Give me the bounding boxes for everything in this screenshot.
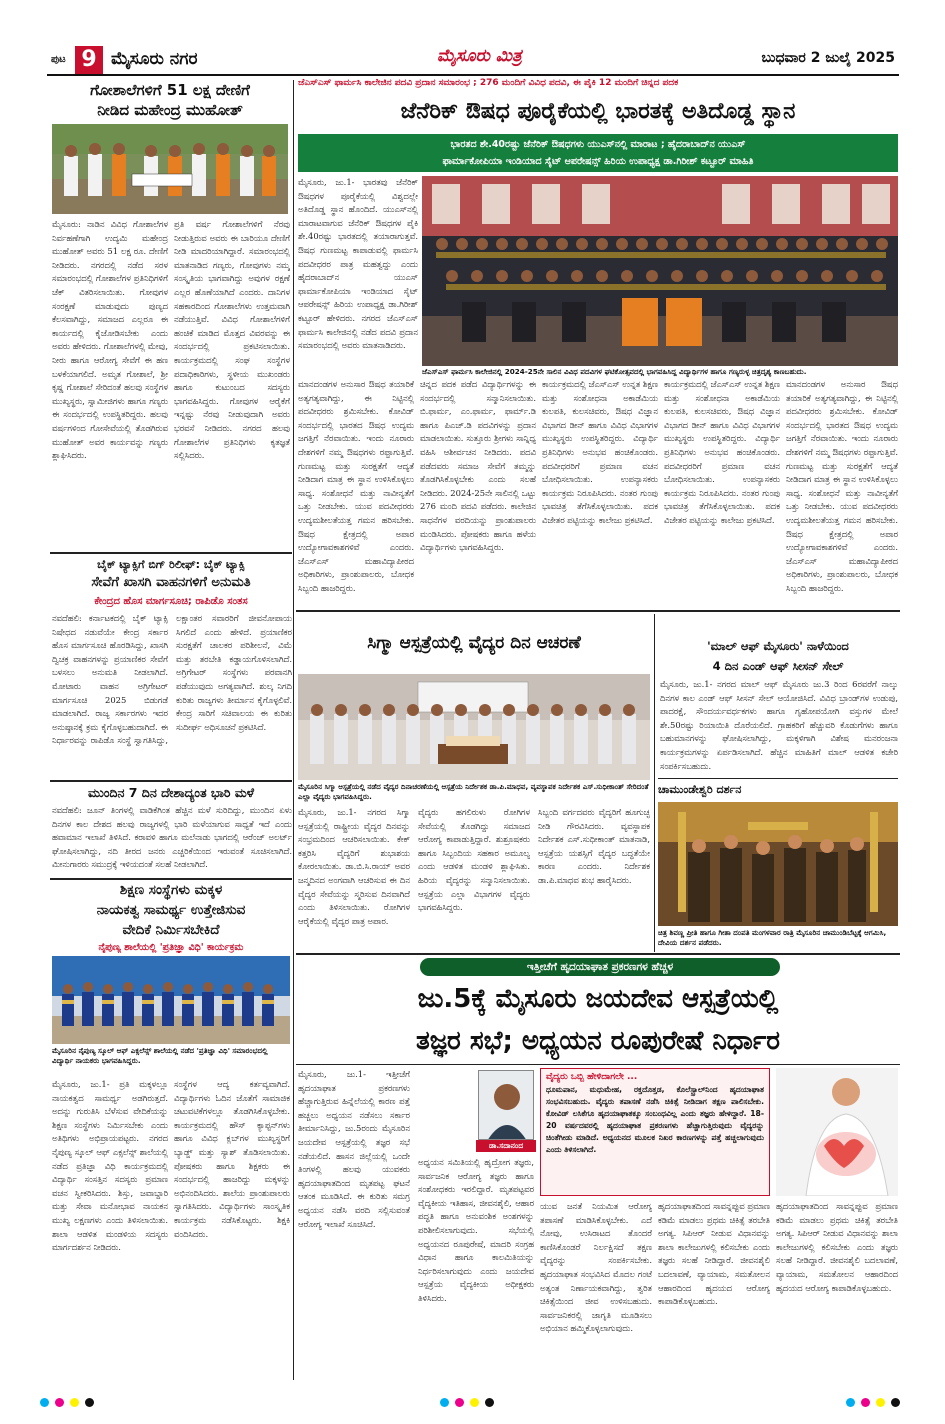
sigma-headline: ಸಿಗ್ಮಾ ಆಸ್ಪತ್ರೆಯಲ್ಲಿ ವೈದ್ಯರ ದಿನ ಆಚರಣೆ: [367, 633, 581, 653]
generic-lead: ಮೈಸೂರು, ಜು.1- ಭಾರತವು ಜೆನೆರಿಕ್ ಔಷಧಗಳ ಪೂರೈಕೆಯಲ್ಲಿ ವಿಶ್ವದಲ್ಲೇ ಅತಿದೊಡ್ಡ ಸ್ಥಾನ ಹೊಂದಿದೆ. ಯುಎಸ್‌ನಲ್ಲಿ ಮಾರಾಟವಾಗುವ ಜೆನೆರಿಕ್ ಔಷಧಗಳ ಪೈಕಿ ಶೇ.40ರಷ್ಟು ಭಾರತದಲ್ಲಿ ತಯಾರಾಗುತ್ತವೆ. ಔಷಧ ಗುಣಮಟ್ಟ ಕಾಪಾಡುವಲ್ಲಿ ಫಾರ್ಮಸಿ ಪದವೀಧರರ ಪಾತ್ರ ಮಹತ್ವದ್ದು ಎಂದು ಹೈದರಾಬಾದ್‌ನ ಯುಎಸ್ ಫಾರ್ಮಾಕೋಪಿಯಾ ಇಂಡಿಯಾದ ಸೈಟ್ ಆಪರೇಷನ್ಸ್ ಹಿರಿಯ ಉಪಾಧ್ಯಕ್ಷ ಡಾ.ಗಿರೀಶ್ ಕಟ್ಟೂರ್ ಹೇಳಿದರು. ನಗರದ ಜೆಎಸ್‌ಎಸ್ ಫಾರ್ಮಸಿ ಕಾಲೇಜಿನಲ್ಲಿ ನಡೆದ ಪದವಿ ಪ್ರದಾನ ಸಮಾರಂಭದಲ್ಲಿ ಅವರು ಮಾತನಾಡಿದರು.: [298, 177, 418, 351]
mall-bottom-rule: [658, 778, 898, 779]
bike-taxi-body: ನವದೆಹಲಿ: ಕರ್ನಾಟಕದಲ್ಲಿ ಬೈಕ್ ಟ್ಯಾಕ್ಸಿ ನಿಷೇಧದ ನಡುವೆಯೇ ಕೇಂದ್ರ ಸರ್ಕಾರ ಹೊಸ ಮಾರ್ಗಸೂಚಿ ಹೊರಡಿಸಿದ್ದು, ಖಾಸಗಿ ದ್ವಿಚಕ್ರ ವಾಹನಗಳನ್ನು ಪ್ರಯಾಣಿಕರ ಸೇವೆಗೆ ಬಳಸಲು ಅನುಮತಿ ನೀಡಲಾಗಿದೆ. ಮೋಟಾರು ವಾಹನ ಅಗ್ರಿಗೇಟರ್ ಮಾರ್ಗಸೂಚಿ 2025 ಬಿಡುಗಡೆ ಮಾಡಲಾಗಿದೆ. ರಾಜ್ಯ ಸರ್ಕಾರಗಳು ಇದರ ಅನುಷ್ಠಾನಕ್ಕೆ ಕ್ರಮ ಕೈಗೊಳ್ಳಬಹುದಾಗಿದೆ. ಈ ನಿರ್ಧಾರವನ್ನು ರಾಪಿಡೊ ಸಂಸ್ಥೆ ಸ್ವಾಗತಿಸಿದ್ದು, ಲಕ್ಷಾಂತರ ಸವಾರರಿಗೆ ಜೀವನೋಪಾಯ ಸಿಗಲಿದೆ ಎಂದು ಹೇಳಿದೆ. ಪ್ರಯಾಣಿಕರ ಸುರಕ್ಷತೆಗೆ ಚಾಲಕರ ಪರಿಶೀಲನೆ, ವಿಮೆ ಮತ್ತು ತರಬೇತಿ ಕಡ್ಡಾಯಗೊಳಿಸಲಾಗಿದೆ. ಅಗ್ರಿಗೇಟರ್ ಸಂಸ್ಥೆಗಳು ಪರವಾನಗಿ ಪಡೆಯುವುದು ಅಗತ್ಯವಾಗಿದೆ. ಶುಲ್ಕ ನಿಗದಿ ಕುರಿತು ರಾಜ್ಯಗಳು ತೀರ್ಮಾನ ಕೈಗೊಳ್ಳಲಿವೆ. ಕೇಂದ್ರ ಸಾರಿಗೆ ಸಚಿವಾಲಯ ಈ ಕುರಿತು ಸುದೀರ್ಘ ಅಧಿಸೂಚನೆ ಪ್ರಕಟಿಸಿದೆ.: [52, 613, 292, 746]
school-body-col1: ಮೈಸೂರು, ಜು.1- ಪ್ರತಿ ಮಕ್ಕಳಲ್ಲೂ ನಾಯಕತ್ವದ ಸಾಮರ್ಥ್ಯ ಅಡಗಿರುತ್ತದೆ. ಅದನ್ನು ಗುರುತಿಸಿ ಬೆಳೆಸುವ ವೇದಿಕೆಯನ್ನು ಶಿಕ್ಷಣ ಸಂಸ್ಥೆಗಳು ನಿರ್ಮಿಸಬೇಕು ಎಂದು ಅತಿಥಿಗಳು ಅಭಿಪ್ರಾಯಪಟ್ಟರು. ನಗರದ ನೈಪುಣ್ಯ ಸ್ಕೂಲ್ ಆಫ್ ಎಕ್ಸಲೆನ್ಸ್ ಶಾಲೆಯಲ್ಲಿ ನಡೆದ ಪ್ರತಿಜ್ಞಾ ವಿಧಿ ಕಾರ್ಯಕ್ರಮದಲ್ಲಿ ವಿದ್ಯಾರ್ಥಿ ಸಂಸತ್ತಿನ ಸದಸ್ಯರು ಪ್ರಮಾಣ ವಚನ ಸ್ವೀಕರಿಸಿದರು. ಶಿಸ್ತು, ಜವಾಬ್ದಾರಿ ಮತ್ತು ಸೇವಾ ಮನೋಭಾವ ನಾಯಕನ ಮುಖ್ಯ ಲಕ್ಷಣಗಳು ಎಂದು ತಿಳಿಸಲಾಯಿತು. ಶಾಲಾ ಆಡಳಿತ ಮಂಡಳಿಯ ಸದಸ್ಯರು ಮಾರ್ಗದರ್ಶನ ನೀಡಿದರು.: [52, 1079, 168, 1253]
gaushala-photo: [52, 124, 288, 214]
color-registration-marks-center: [440, 1398, 510, 1408]
reg-dot-cyan-3: [846, 1398, 855, 1407]
jayadeva-headline: [296, 978, 900, 1062]
sigma-body-col2: ವೈದ್ಯರು ಹಗಲಿರುಳು ರೋಗಿಗಳ ಸೇವೆಯಲ್ಲಿ ತೊಡಗಿದ್ದು ಸಮಾಜದ ಆರೋಗ್ಯ ಕಾಪಾಡುತ್ತಿದ್ದಾರೆ. ಶುಶ್ರೂಷಕರು ಹಾಗೂ ಸಿಬ್ಬಂದಿಯ ಸಹಕಾರ ಅಮೂಲ್ಯ ಎಂದು ಆಡಳಿತ ಮಂಡಳಿ ಶ್ಲಾಘಿಸಿತು. ಹಿರಿಯ ವೈದ್ಯರನ್ನು ಸನ್ಮಾನಿಸಲಾಯಿತು. ಆಸ್ಪತ್ರೆಯ ಎಲ್ಲಾ ವಿಭಾಗಗಳ ವೈದ್ಯರು ಭಾಗವಹಿಸಿದ್ದರು.: [418, 807, 530, 913]
generic-deck-line2: ಫಾರ್ಮಾಕೋಪಿಯಾ ಇಂಡಿಯಾದ ಸೈಟ್ ಆಪರೇಷನ್ಸ್ ಹಿರಿಯ ಉಪಾಧ್ಯಕ್ಷ ಡಾ.ಗಿರೀಶ್ ಕಟ್ಟೂರ್ ಮಾಹಿತಿ: [442, 156, 754, 167]
generic-bottom-rule: [296, 610, 900, 612]
generic-headline: ಜೆನೆರಿಕ್ ಔಷಧ ಪೂರೈಕೆಯಲ್ಲಿ ಭಾರತಕ್ಕೆ ಅತಿದೊಡ್ಡ ಸ್ಥಾನ: [400, 99, 796, 124]
mid-right-divider: [654, 614, 655, 952]
jayadeva-portrait: [478, 1070, 534, 1140]
generic-group-photo: [422, 176, 898, 366]
info-box-text: ಧೂಮಪಾನ, ಮಧುಮೇಹ, ರಕ್ತದೊತ್ತಡ, ಕೊಲೆಸ್ಟ್ರಾಲ್‌ನಿಂದ ಹೃದಯಾಘಾತ ಸಂಭವಿಸಬಹುದು. ವೈದ್ಯರು ತಪಾಸಣೆ ನಡೆಸಿ ಚಿಕಿತ್ಸೆ ನೀಡಿದಾಗ ತಕ್ಷಣ ಪಾಲಿಸಬೇಕು. ಕೋವಿಡ್ ಲಸಿಕೆಗೂ ಹೃದಯಾಘಾತಕ್ಕೂ ಸಂಬಂಧವಿಲ್ಲ ಎಂದು ತಜ್ಞರು ಹೇಳಿದ್ದಾರೆ. 18-20 ವರ್ಷದವರಲ್ಲಿ ಹೃದಯಾಘಾತ ಪ್ರಕರಣಗಳು ಹೆಚ್ಚಾಗುತ್ತಿರುವುದು ವೈದ್ಯರನ್ನು ಚಿಂತೆಗೀಡು ಮಾಡಿದೆ. ಅಧ್ಯಯನದ ಮೂಲಕ ನಿಖರ ಕಾರಣಗಳನ್ನು ಪತ್ತೆ ಹಚ್ಚಲಾಗುವುದು ಎಂದು ತಿಳಿಸಲಾಗಿದೆ.: [546, 1085, 764, 1154]
generic-body-col2: ಚಿನ್ನದ ಪದಕ ಪಡೆದ ವಿದ್ಯಾರ್ಥಿಗಳನ್ನು ಈ ಸಂದರ್ಭದಲ್ಲಿ ಸನ್ಮಾನಿಸಲಾಯಿತು. ಬಿ.ಫಾರ್ಮ, ಎಂ.ಫಾರ್ಮ, ಫಾರ್ಮ್.ಡಿ ಹಾಗೂ ಪಿಎಚ್.ಡಿ ಪದವಿಗಳನ್ನು ಪ್ರದಾನ ಮಾಡಲಾಯಿತು. ಸುತ್ತೂರು ಶ್ರೀಗಳು ಸಾನ್ನಿಧ್ಯ ವಹಿಸಿ ಆಶೀರ್ವಚನ ನೀಡಿದರು. ಪದವಿ ಪಡೆದವರು ಸಮಾಜ ಸೇವೆಗೆ ತಮ್ಮನ್ನು ತೊಡಗಿಸಿಕೊಳ್ಳಬೇಕು ಎಂದು ಸಲಹೆ ನೀಡಿದರು. 2024-25ನೇ ಸಾಲಿನಲ್ಲಿ ಒಟ್ಟು 276 ಮಂದಿ ಪದವಿ ಪಡೆದರು. ಕಾಲೇಜಿನ ಸಾಧನೆಗಳ ವರದಿಯನ್ನು ಪ್ರಾಂಶುಪಾಲರು ಮಂಡಿಸಿದರು. ಪೋಷಕರು ಹಾಗೂ ಹಳೆಯ ವಿದ್ಯಾರ್ಥಿಗಳು ಭಾಗವಹಿಸಿದ್ದರು.: [420, 379, 536, 553]
chamundeshwari-photo: [658, 802, 898, 926]
mall-headline-line2: 4 ದಿನ ಎಂಡ್ ಆಫ್ ಸೀಸನ್ ಸೇಲ್: [712, 659, 844, 673]
sigma-photo-caption: ಮೈಸೂರಿನ ಸಿಗ್ಮಾ ಆಸ್ಪತ್ರೆಯಲ್ಲಿ ನಡೆದ ವೈದ್ಯರ ದಿನಾಚರಣೆಯಲ್ಲಿ ಆಸ್ಪತ್ರೆಯ ನಿರ್ದೇಶಕ ಡಾ.ಪಿ.ಮಾಧವ, ವ್ಯವಸ್ಥಾಪಕ ನಿರ್ದೇಶಕ ಎಸ್.ಸುಧೀಕಾಂತ್ ಸೇರಿದಂತೆ ಎಲ್ಲಾ ವೈದ್ಯರು ಭಾಗವಹಿಸಿದ್ದರು.: [298, 782, 649, 801]
generic-kicker: ಜೆಎಸ್‌ಎಸ್ ಫಾರ್ಮಸಿ ಕಾಲೇಜಿನ ಪದವಿ ಪ್ರದಾನ ಸಮಾರಂಭ ; 276 ಮಂದಿಗೆ ವಿವಿಧ ಪದವಿ, ಈ ಪೈಕಿ 12 ಮಂದಿಗೆ ಚಿನ್ನದ ಪದಕ: [298, 78, 679, 88]
chamundeshwari-label: ಚಾಮುಂಡೇಶ್ವರಿ ದರ್ಶನ: [658, 783, 742, 796]
left-column-divider: [293, 80, 294, 1380]
jayadeva-body-col3: ಯುವ ಜನತೆ ನಿಯಮಿತ ಆರೋಗ್ಯ ತಪಾಸಣೆ ಮಾಡಿಸಿಕೊಳ್ಳಬೇಕು. ಎದೆ ನೋವು, ಉಸಿರಾಟದ ತೊಂದರೆ ಕಾಣಿಸಿಕೊಂಡರೆ ನಿರ್ಲಕ್ಷಿಸದೆ ತಕ್ಷಣ ವೈದ್ಯರನ್ನು ಸಂಪರ್ಕಿಸಬೇಕು. ಹೃದಯಾಘಾತ ಸಂಭವಿಸಿದ ಮೊದಲ ಗಂಟೆ ಅತ್ಯಂತ ನಿರ್ಣಾಯಕವಾಗಿದ್ದು, ತ್ವರಿತ ಚಿಕಿತ್ಸೆಯಿಂದ ಜೀವ ಉಳಿಸಬಹುದು. ಸಾರ್ವಜನಿಕರಲ್ಲಿ ಜಾಗೃತಿ ಮೂಡಿಸಲು ಅಭಿಯಾನ ಹಮ್ಮಿಕೊಳ್ಳಲಾಗುವುದು.: [540, 1201, 652, 1334]
rain-body: ನವದೆಹಲಿ: ಜೂನ್ ತಿಂಗಳಲ್ಲಿ ವಾಡಿಕೆಗಿಂತ ಹೆಚ್ಚಿನ ಮಳೆ ಸುರಿದಿದ್ದು, ಮುಂದಿನ ಏಳು ದಿನಗಳ ಕಾಲ ದೇಶದ ಹಲವು ರಾಜ್ಯಗಳಲ್ಲಿ ಭಾರಿ ಮಳೆಯಾಗುವ ಸಾಧ್ಯತೆ ಇದೆ ಎಂದು ಹವಾಮಾನ ಇಲಾಖೆ ತಿಳಿಸಿದೆ. ಕರಾವಳಿ ಹಾಗೂ ಮಲೆನಾಡು ಭಾಗದಲ್ಲಿ ಆರೆಂಜ್ ಅಲರ್ಟ್ ಘೋಷಿಸಲಾಗಿದ್ದು, ನದಿ ತೀರದ ಜನರು ಎಚ್ಚರಿಕೆಯಿಂದ ಇರುವಂತೆ ಸೂಚಿಸಲಾಗಿದೆ. ಮೀನುಗಾರರು ಸಮುದ್ರಕ್ಕೆ ಇಳಿಯದಂತೆ ಸಲಹೆ ನೀಡಲಾಗಿದೆ.: [52, 805, 292, 870]
reg-dot-yellow-2: [470, 1398, 479, 1407]
gaushala-headline-line1: ಗೋಶಾಲೆಗಳಿಗೆ 51 ಲಕ್ಷ ದೇಣಿಗೆ: [90, 81, 250, 99]
school-subhead: ನೈಪುಣ್ಯ ಶಾಲೆಯಲ್ಲಿ 'ಪ್ರತಿಜ್ಞಾ ವಿಧಿ' ಕಾರ್ಯಕ್ರಮ: [98, 942, 244, 953]
school-headline-line3: ವೇದಿಕೆ ನಿರ್ಮಿಸಬೇಕಿದೆ: [122, 922, 220, 938]
reg-dot-yellow: [70, 1398, 79, 1407]
bike-taxi-headline-line1: ಬೈಕ್ ಟ್ಯಾಕ್ಸಿಗೆ ಬಿಗ್ ರಿಲೀಫ್: ಬೈಕ್ ಟ್ಯಾಕ್ಸಿ: [97, 558, 245, 571]
jayadeva-headline-line2: ತಜ್ಞರ ಸಭೆ; ಅಧ್ಯಯನ ರೂಪುರೇಷೆ ನಿರ್ಧಾರ: [415, 1026, 780, 1056]
generic-deck: [298, 134, 898, 172]
gaushala-photo-art: [52, 124, 288, 214]
generic-body-col1: ಮಾನದಂಡಗಳ ಅನುಸಾರ ಔಷಧ ತಯಾರಿಕೆ ಅತ್ಯಗತ್ಯವಾಗಿದ್ದು, ಈ ನಿಟ್ಟಿನಲ್ಲಿ ಪದವೀಧರರು ಶ್ರಮಿಸಬೇಕು. ಕೋವಿಡ್ ಸಂದರ್ಭದಲ್ಲಿ ಭಾರತದ ಔಷಧ ಉದ್ಯಮ ಜಗತ್ತಿಗೆ ನೆರವಾಯಿತು. ಇಂದು ನೂರಾರು ದೇಶಗಳಿಗೆ ನಮ್ಮ ಔಷಧಗಳು ರಫ್ತಾಗುತ್ತಿವೆ. ಗುಣಮಟ್ಟ ಮತ್ತು ಸುರಕ್ಷತೆಗೆ ಆದ್ಯತೆ ನೀಡಿದಾಗ ಮಾತ್ರ ಈ ಸ್ಥಾನ ಉಳಿಸಿಕೊಳ್ಳಲು ಸಾಧ್ಯ. ಸಂಶೋಧನೆ ಮತ್ತು ನಾವೀನ್ಯತೆಗೆ ಒತ್ತು ನೀಡಬೇಕು. ಯುವ ಪದವೀಧರರು ಉದ್ಯಮಶೀಲತೆಯತ್ತ ಗಮನ ಹರಿಸಬೇಕು. ಔಷಧ ಕ್ಷೇತ್ರದಲ್ಲಿ ಅಪಾರ ಉದ್ಯೋಗಾವಕಾಶಗಳಿವೆ ಎಂದರು. ಜೆಎಸ್‌ಎಸ್ ಮಹಾವಿದ್ಯಾಪೀಠದ ಅಧಿಕಾರಿಗಳು, ಪ್ರಾಂಶುಪಾಲರು, ಬೋಧಕ ಸಿಬ್ಬಂದಿ ಹಾಜರಿದ್ದರು.: [298, 379, 414, 593]
school-photo: [52, 956, 290, 1044]
heart-attack-photo: [776, 1068, 898, 1196]
jayadeva-portrait-caption: ಡಾ.ಸದಾನಂದ: [476, 1140, 536, 1152]
gaushala-body-col2: ಪ್ರತಿ ವರ್ಷ ಗೋಶಾಲೆಗಳಿಗೆ ನೆರವು ನೀಡುತ್ತಿರುವ ಅವರು ಈ ಬಾರಿಯೂ ದೇಣಿಗೆ ನೀಡಿ ಮಾದರಿಯಾಗಿದ್ದಾರೆ. ಸಮಾರಂಭದಲ್ಲಿ ಮಾತನಾಡಿದ ಗಣ್ಯರು, ಗೋವುಗಳು ನಮ್ಮ ಸಂಸ್ಕೃತಿಯ ಭಾಗವಾಗಿದ್ದು ಅವುಗಳ ರಕ್ಷಣೆ ಎಲ್ಲರ ಹೊಣೆಯಾಗಿದೆ ಎಂದರು. ದಾನಿಗಳ ಸಹಕಾರದಿಂದ ಗೋಶಾಲೆಗಳು ಉತ್ತಮವಾಗಿ ನಡೆಯುತ್ತಿವೆ. ವಿವಿಧ ಗೋಶಾಲೆಗಳಿಗೆ ಹಂಚಿಕೆ ಮಾಡಿದ ಮೊತ್ತದ ವಿವರವನ್ನು ಈ ಸಂದರ್ಭದಲ್ಲಿ ಪ್ರಕಟಿಸಲಾಯಿತು. ಕಾರ್ಯಕ್ರಮದಲ್ಲಿ ಸಂಘ ಸಂಸ್ಥೆಗಳ ಪದಾಧಿಕಾರಿಗಳು, ಸ್ಥಳೀಯ ಮುಖಂಡರು ಹಾಗೂ ಕುಟುಂಬದ ಸದಸ್ಯರು ಭಾಗವಹಿಸಿದ್ದರು. ಗೋವುಗಳ ಆರೈಕೆಗೆ ಇನ್ನಷ್ಟು ನೆರವು ನೀಡುವುದಾಗಿ ಅವರು ಭರವಸೆ ನೀಡಿದರು. ನಗರದ ಹಲವು ಗೋಶಾಲೆಗಳ ಪ್ರತಿನಿಧಿಗಳು ಕೃತಜ್ಞತೆ ಸಲ್ಲಿಸಿದರು.: [174, 219, 290, 461]
reg-dot-black-2: [485, 1398, 494, 1407]
reg-dot-cyan-2: [440, 1398, 449, 1407]
reg-dot-cyan: [40, 1398, 49, 1407]
left-divider-2: [50, 780, 292, 782]
jayadeva-top-rule: [296, 953, 900, 955]
sigma-body-col1: ಮೈಸೂರು, ಜು.1- ನಗರದ ಸಿಗ್ಮಾ ಆಸ್ಪತ್ರೆಯಲ್ಲಿ ರಾಷ್ಟ್ರೀಯ ವೈದ್ಯರ ದಿನವನ್ನು ಸಂಭ್ರಮದಿಂದ ಆಚರಿಸಲಾಯಿತು. ಕೇಕ್ ಕತ್ತರಿಸಿ ವೈದ್ಯರಿಗೆ ಶುಭಾಶಯ ಕೋರಲಾಯಿತು. ಡಾ.ಬಿ.ಸಿ.ರಾಯ್ ಅವರ ಜನ್ಮದಿನದ ಅಂಗವಾಗಿ ಆಚರಿಸುವ ಈ ದಿನ ವೈದ್ಯರ ಸೇವೆಯನ್ನು ಸ್ಮರಿಸುವ ದಿನವಾಗಿದೆ ಎಂದು ತಿಳಿಸಲಾಯಿತು. ರೋಗಿಗಳ ಆರೈಕೆಯಲ್ಲಿ ವೈದ್ಯರ ಪಾತ್ರ ಅಪಾರ.: [298, 807, 410, 926]
generic-body-col4: ಕಾರ್ಯಕ್ರಮದಲ್ಲಿ ಜೆಎಸ್‌ಎಸ್ ಉನ್ನತ ಶಿಕ್ಷಣ ಮತ್ತು ಸಂಶೋಧನಾ ಅಕಾಡೆಮಿಯ ಕುಲಪತಿ, ಕುಲಸಚಿವರು, ಔಷಧ ವಿಜ್ಞಾನ ವಿಭಾಗದ ಡೀನ್ ಹಾಗೂ ವಿವಿಧ ವಿಭಾಗಗಳ ಮುಖ್ಯಸ್ಥರು ಉಪಸ್ಥಿತರಿದ್ದರು. ವಿದ್ಯಾರ್ಥಿ ಪ್ರತಿನಿಧಿಗಳು ಅನುಭವ ಹಂಚಿಕೊಂಡರು. ಪದವೀಧರರಿಗೆ ಪ್ರಮಾಣ ವಚನ ಬೋಧಿಸಲಾಯಿತು. ಉಪನ್ಯಾಸಕರು ಕಾರ್ಯಕ್ರಮ ನಿರೂಪಿಸಿದರು. ನಂತರ ಗುಂಪು ಭಾವಚಿತ್ರ ತೆಗೆಸಿಕೊಳ್ಳಲಾಯಿತು. ಪದಕ ವಿಜೇತರ ಪಟ್ಟಿಯನ್ನು ಕಾಲೇಜು ಪ್ರಕಟಿಸಿದೆ.: [664, 379, 780, 525]
rain-headline: ಮುಂದಿನ 7 ದಿನ ದೇಶಾದ್ಯಂತ ಭಾರಿ ಮಳೆ: [87, 785, 255, 800]
jayadeva-body-col4: ಹೃದಯಾಘಾತದಿಂದ ಸಾವನ್ನಪ್ಪುವ ಪ್ರಮಾಣ ಕಡಿಮೆ ಮಾಡಲು ಪ್ರಥಮ ಚಿಕಿತ್ಸೆ ತರಬೇತಿ ಅಗತ್ಯ. ಸಿಪಿಆರ್ ನೀಡುವ ವಿಧಾನವನ್ನು ಶಾಲಾ ಕಾಲೇಜುಗಳಲ್ಲಿ ಕಲಿಸಬೇಕು ಎಂದು ತಜ್ಞರು ಸಲಹೆ ನೀಡಿದ್ದಾರೆ. ಜೀವನಶೈಲಿ ಬದಲಾವಣೆ, ವ್ಯಾಯಾಮ, ಸಮತೋಲನ ಆಹಾರದಿಂದ ಹೃದಯದ ಆರೋಗ್ಯ ಕಾಪಾಡಿಕೊಳ್ಳಬಹುದು.: [658, 1201, 770, 1307]
jayadeva-body-col5: ಹೃದಯಾಘಾತದಿಂದ ಸಾವನ್ನಪ್ಪುವ ಪ್ರಮಾಣ ಕಡಿಮೆ ಮಾಡಲು ಪ್ರಥಮ ಚಿಕಿತ್ಸೆ ತರಬೇತಿ ಅಗತ್ಯ. ಸಿಪಿಆರ್ ನೀಡುವ ವಿಧಾನವನ್ನು ಶಾಲಾ ಕಾಲೇಜುಗಳಲ್ಲಿ ಕಲಿಸಬೇಕು ಎಂದು ತಜ್ಞರು ಸಲಹೆ ನೀಡಿದ್ದಾರೆ. ಜೀವನಶೈಲಿ ಬದಲಾವಣೆ, ವ್ಯಾಯಾಮ, ಸಮತೋಲನ ಆಹಾರದಿಂದ ಹೃದಯದ ಆರೋಗ್ಯ ಕಾಪಾಡಿಕೊಳ್ಳಬಹುದು.: [776, 1201, 898, 1293]
mall-headline: [658, 636, 898, 676]
sigma-photo: [298, 674, 650, 780]
jayadeva-body-col2: ಅಧ್ಯಯನ ಸಮಿತಿಯಲ್ಲಿ ಹೃದ್ರೋಗ ತಜ್ಞರು, ಸಾರ್ವಜನಿಕ ಆರೋಗ್ಯ ತಜ್ಞರು ಹಾಗೂ ಸಂಶೋಧಕರು ಇರಲಿದ್ದಾರೆ. ಮೃತಪಟ್ಟವರ ವೈದ್ಯಕೀಯ ಇತಿಹಾಸ, ಜೀವನಶೈಲಿ, ಆಹಾರ ಪದ್ಧತಿ ಹಾಗೂ ಅನುವಂಶಿಕ ಅಂಶಗಳನ್ನು ಪರಿಶೀಲಿಸಲಾಗುವುದು. ಸಭೆಯಲ್ಲಿ ಅಧ್ಯಯನದ ರೂಪುರೇಷೆ, ಮಾದರಿ ಸಂಗ್ರಹ ವಿಧಾನ ಹಾಗೂ ಕಾಲಮಿತಿಯನ್ನು ನಿರ್ಧರಿಸಲಾಗುವುದು ಎಂದು ಜಯದೇವ ಆಸ್ಪತ್ರೆಯ ವೈದ್ಯಕೀಯ ಅಧೀಕ್ಷಕರು ತಿಳಿಸಿದರು.: [418, 1157, 534, 1303]
generic-body-col5: ಮಾನದಂಡಗಳ ಅನುಸಾರ ಔಷಧ ತಯಾರಿಕೆ ಅತ್ಯಗತ್ಯವಾಗಿದ್ದು, ಈ ನಿಟ್ಟಿನಲ್ಲಿ ಪದವೀಧರರು ಶ್ರಮಿಸಬೇಕು. ಕೋವಿಡ್ ಸಂದರ್ಭದಲ್ಲಿ ಭಾರತದ ಔಷಧ ಉದ್ಯಮ ಜಗತ್ತಿಗೆ ನೆರವಾಯಿತು. ಇಂದು ನೂರಾರು ದೇಶಗಳಿಗೆ ನಮ್ಮ ಔಷಧಗಳು ರಫ್ತಾಗುತ್ತಿವೆ. ಗುಣಮಟ್ಟ ಮತ್ತು ಸುರಕ್ಷತೆಗೆ ಆದ್ಯತೆ ನೀಡಿದಾಗ ಮಾತ್ರ ಈ ಸ್ಥಾನ ಉಳಿಸಿಕೊಳ್ಳಲು ಸಾಧ್ಯ. ಸಂಶೋಧನೆ ಮತ್ತು ನಾವೀನ್ಯತೆಗೆ ಒತ್ತು ನೀಡಬೇಕು. ಯುವ ಪದವೀಧರರು ಉದ್ಯಮಶೀಲತೆಯತ್ತ ಗಮನ ಹರಿಸಬೇಕು. ಔಷಧ ಕ್ಷೇತ್ರದಲ್ಲಿ ಅಪಾರ ಉದ್ಯೋಗಾವಕಾಶಗಳಿವೆ ಎಂದರು. ಜೆಎಸ್‌ಎಸ್ ಮಹಾವಿದ್ಯಾಪೀಠದ ಅಧಿಕಾರಿಗಳು, ಪ್ರಾಂಶುಪಾಲರು, ಬೋಧಕ ಸಿಬ್ಬಂದಿ ಹಾಜರಿದ್ದರು.: [786, 379, 898, 593]
reg-dot-magenta: [55, 1398, 64, 1407]
reg-dot-black: [85, 1398, 94, 1407]
generic-photo-caption: ಜೆಎಸ್‌ಎಸ್ ಫಾರ್ಮಸಿ ಕಾಲೇಜಿನಲ್ಲಿ 2024-25ನೇ ಸಾಲಿನ ವಿವಿಧ ಪದವಿಗಳ ಘಟಿಕೋತ್ಸವದಲ್ಲಿ ಭಾಗವಹಿಸಿದ್ದ ವಿದ್ಯಾರ್ಥಿಗಳ ಹಾಗೂ ಗಣ್ಯರುಳ್ಳ ಚಿತ್ರದೃಶ್ಯ ಕಾಣಬಹುದು.: [422, 367, 807, 376]
left-divider-1: [50, 552, 292, 554]
school-headline: [50, 880, 292, 940]
mall-body: ಮೈಸೂರು, ಜು.1- ನಗರದ ಮಾಲ್ ಆಫ್ ಮೈಸೂರು ಜು.3 ರಿಂದ 6ರವರೆಗೆ ನಾಲ್ಕು ದಿನಗಳ ಕಾಲ ಎಂಡ್ ಆಫ್ ಸೀಸನ್ ಸೇಲ್ ಆಯೋಜಿಸಿದೆ. ವಿವಿಧ ಬ್ರಾಂಡ್‌ಗಳ ಉಡುಪು, ಪಾದರಕ್ಷೆ, ಸೌಂದರ್ಯವರ್ಧಕಗಳು ಹಾಗೂ ಗೃಹೋಪಯೋಗಿ ವಸ್ತುಗಳ ಮೇಲೆ ಶೇ.50ರಷ್ಟು ರಿಯಾಯಿತಿ ದೊರೆಯಲಿದೆ. ಗ್ರಾಹಕರಿಗೆ ಹೆಚ್ಚುವರಿ ಕೊಡುಗೆಗಳು ಹಾಗೂ ಬಹುಮಾನಗಳನ್ನು ಘೋಷಿಸಲಾಗಿದ್ದು, ಮಕ್ಕಳಿಗಾಗಿ ವಿಶೇಷ ಮನರಂಜನಾ ಕಾರ್ಯಕ್ರಮಗಳನ್ನು ಏರ್ಪಡಿಸಲಾಗಿದೆ. ಹೆಚ್ಚಿನ ಮಾಹಿತಿಗೆ ಮಾಲ್ ಆಡಳಿತ ಕಚೇರಿ ಸಂಪರ್ಕಿಸಬಹುದು.: [660, 679, 898, 771]
generic-group-photo-art: [422, 176, 898, 366]
jayadeva-headline-line1: ಜು.5ಕ್ಕೆ ಮೈಸೂರು ಜಯದೇವ ಆಸ್ಪತ್ರೆಯಲ್ಲಿ: [417, 984, 779, 1014]
chamundeshwari-photo-art: [658, 802, 898, 926]
gaushala-headline-line2: ನೀಡಿದ ಮಹೇಂದ್ರ ಮುಹೋತ್: [97, 101, 243, 119]
sigma-photo-art: [298, 674, 650, 780]
portrait-art: [479, 1071, 534, 1140]
color-registration-marks-left: [40, 1398, 160, 1408]
reg-dot-black-3: [891, 1398, 900, 1407]
masthead-logo: ಮೈಸೂರು ಮಿತ್ರ: [437, 46, 522, 66]
school-photo-art: [52, 956, 290, 1044]
school-photo-caption: ಮೈಸೂರಿನ ನೈಪುಣ್ಯ ಸ್ಕೂಲ್ ಆಫ್ ಎಕ್ಸಲೆನ್ಸ್ ಶಾಲೆಯಲ್ಲಿ ನಡೆದ 'ಪ್ರತಿಜ್ಞಾ ವಿಧಿ' ಸಮಾರಂಭದಲ್ಲಿ ವಿದ್ಯಾರ್ಥಿ ನಾಯಕರು ಭಾಗವಹಿಸಿದ್ದರು.: [52, 1046, 268, 1065]
gaushala-headline: [50, 80, 290, 122]
page-header: [47, 46, 899, 76]
jayadeva-info-box: [540, 1068, 770, 1196]
reg-dot-magenta-2: [455, 1398, 464, 1407]
sigma-body-col3: ಸಿಬ್ಬಂದಿ ವರ್ಗದವರು ವೈದ್ಯರಿಗೆ ಹೂಗುಚ್ಛ ನೀಡಿ ಗೌರವಿಸಿದರು. ವ್ಯವಸ್ಥಾಪಕ ನಿರ್ದೇಶಕ ಎಸ್.ಸುಧೀಕಾಂತ್ ಮಾತನಾಡಿ, ಆಸ್ಪತ್ರೆಯ ಯಶಸ್ಸಿಗೆ ವೈದ್ಯರ ಬದ್ಧತೆಯೇ ಕಾರಣ ಎಂದರು. ನಿರ್ದೇಶಕ ಡಾ.ಪಿ.ಮಾಧವ ಶುಭ ಹಾರೈಸಿದರು.: [538, 807, 650, 885]
gaushala-body-col1: ಮೈಸೂರು: ನಾಡಿನ ವಿವಿಧ ಗೋಶಾಲೆಗಳ ನಿರ್ವಹಣೆಗಾಗಿ ಉದ್ಯಮಿ ಮಹೇಂದ್ರ ಮುಹೋತ್ ಅವರು 51 ಲಕ್ಷ ರೂ. ದೇಣಿಗೆ ನೀಡಿದರು. ನಗರದಲ್ಲಿ ನಡೆದ ಸರಳ ಸಮಾರಂಭದಲ್ಲಿ ಗೋಶಾಲೆಗಳ ಪ್ರತಿನಿಧಿಗಳಿಗೆ ಚೆಕ್ ವಿತರಿಸಲಾಯಿತು. ಗೋವುಗಳ ಸಂರಕ್ಷಣೆ ಮಾಡುವುದು ಪುಣ್ಯದ ಕೆಲಸವಾಗಿದ್ದು, ಸಮಾಜದ ಎಲ್ಲರೂ ಈ ಕಾರ್ಯದಲ್ಲಿ ಕೈಜೋಡಿಸಬೇಕು ಎಂದು ಅವರು ಹೇಳಿದರು. ಗೋಶಾಲೆಗಳಲ್ಲಿ ಮೇವು, ನೀರು ಹಾಗೂ ಆರೋಗ್ಯ ಸೇವೆಗೆ ಈ ಹಣ ಬಳಕೆಯಾಗಲಿದೆ. ಅಮೃತ ಗೋಶಾಲೆ, ಶ್ರೀ ಕೃಷ್ಣ ಗೋಶಾಲೆ ಸೇರಿದಂತೆ ಹಲವು ಸಂಸ್ಥೆಗಳ ಮುಖ್ಯಸ್ಥರು, ಸ್ವಾಮೀಜಿಗಳು ಹಾಗೂ ಗಣ್ಯರು ಈ ಸಂದರ್ಭದಲ್ಲಿ ಉಪಸ್ಥಿತರಿದ್ದರು. ಹಲವು ವರ್ಷಗಳಿಂದ ಗೋಸೇವೆಯಲ್ಲಿ ತೊಡಗಿರುವ ಮುಹೋತ್ ಅವರ ಕಾರ್ಯವನ್ನು ಗಣ್ಯರು ಶ್ಲಾಘಿಸಿದರು.: [52, 219, 168, 461]
jayadeva-kicker: ಇತ್ತೀಚೆಗೆ ಹೃದಯಾಘಾತ ಪ್ರಕರಣಗಳ ಹೆಚ್ಚಳ: [420, 958, 780, 976]
info-box-title: ವೈದ್ಯರು ಒಬ್ಬಿ ಹೇಳಿದಾಗಲೇ ...: [546, 1072, 638, 1082]
heart-attack-photo-art: [776, 1068, 898, 1196]
color-registration-marks-right: [846, 1398, 916, 1408]
bike-taxi-subhead: ಕೇಂದ್ರದ ಹೊಸ ಮಾರ್ಗಸೂಚಿ; ರಾಪಿಡೊ ಸಂತಸ: [94, 596, 248, 607]
reg-dot-yellow-3: [876, 1398, 885, 1407]
bike-taxi-headline-line2: ಸೇವೆಗೆ ಖಾಸಗಿ ವಾಹನಗಳಿಗೆ ಅನುಮತಿ: [91, 575, 251, 590]
bike-taxi-headline: [50, 556, 292, 594]
page-prefix: ಪುಟ: [51, 54, 66, 65]
generic-deck-line1: ಭಾರತದ ಶೇ.40ರಷ್ಟು ಜೆನೆರಿಕ್ ಔಷಧಗಳು ಯುಎಸ್‌ನಲ್ಲಿ ಮಾರಾಟ ; ಹೈದರಾಬಾದ್‌ನ ಯುಎಸ್: [450, 139, 746, 150]
jayadeva-headline-rule: [296, 1064, 900, 1065]
school-headline-line1: ಶಿಕ್ಷಣ ಸಂಸ್ಥೆಗಳು ಮಕ್ಕಳ: [119, 882, 223, 898]
school-body-col2: ಸಂಸ್ಥೆಗಳ ಆದ್ಯ ಕರ್ತವ್ಯವಾಗಿದೆ. ವಿದ್ಯಾರ್ಥಿಗಳು ಓದಿನ ಜೊತೆಗೆ ಸಾಮಾಜಿಕ ಚಟುವಟಿಕೆಗಳಲ್ಲೂ ತೊಡಗಿಸಿಕೊಳ್ಳಬೇಕು. ಕಾರ್ಯಕ್ರಮದಲ್ಲಿ ಹೌಸ್ ಕ್ಯಾಪ್ಟನ್‌ಗಳು ಹಾಗೂ ವಿವಿಧ ಕ್ಲಬ್‌ಗಳ ಮುಖ್ಯಸ್ಥರಿಗೆ ಬ್ಯಾಡ್ಜ್ ಮತ್ತು ಸ್ಯಾಶ್ ತೊಡಿಸಲಾಯಿತು. ಪೋಷಕರು ಹಾಗೂ ಶಿಕ್ಷಕರು ಈ ಸಂದರ್ಭದಲ್ಲಿ ಹಾಜರಿದ್ದು ಮಕ್ಕಳನ್ನು ಅಭಿನಂದಿಸಿದರು. ಶಾಲೆಯ ಪ್ರಾಂಶುಪಾಲರು ಸ್ವಾಗತಿಸಿದರು. ವಿದ್ಯಾರ್ಥಿಗಳು ಸಾಂಸ್ಕೃತಿಕ ಕಾರ್ಯಕ್ರಮ ನಡೆಸಿಕೊಟ್ಟರು. ಶಿಕ್ಷಕಿ ವಂದಿಸಿದರು.: [174, 1079, 290, 1239]
school-headline-line2: ನಾಯಕತ್ವ ಸಾಮರ್ಥ್ಯ ಉತ್ತೇಜಿಸುವ: [96, 902, 246, 918]
issue-date: ಬುಧವಾರ 2 ಜುಲೈ 2025: [761, 50, 895, 66]
reg-dot-magenta-3: [861, 1398, 870, 1407]
generic-body-col3: ಕಾರ್ಯಕ್ರಮದಲ್ಲಿ ಜೆಎಸ್‌ಎಸ್ ಉನ್ನತ ಶಿಕ್ಷಣ ಮತ್ತು ಸಂಶೋಧನಾ ಅಕಾಡೆಮಿಯ ಕುಲಪತಿ, ಕುಲಸಚಿವರು, ಔಷಧ ವಿಜ್ಞಾನ ವಿಭಾಗದ ಡೀನ್ ಹಾಗೂ ವಿವಿಧ ವಿಭಾಗಗಳ ಮುಖ್ಯಸ್ಥರು ಉಪಸ್ಥಿತರಿದ್ದರು. ವಿದ್ಯಾರ್ಥಿ ಪ್ರತಿನಿಧಿಗಳು ಅನುಭವ ಹಂಚಿಕೊಂಡರು. ಪದವೀಧರರಿಗೆ ಪ್ರಮಾಣ ವಚನ ಬೋಧಿಸಲಾಯಿತು. ಉಪನ್ಯಾಸಕರು ಕಾರ್ಯಕ್ರಮ ನಿರೂಪಿಸಿದರು. ನಂತರ ಗುಂಪು ಭಾವಚಿತ್ರ ತೆಗೆಸಿಕೊಳ್ಳಲಾಯಿತು. ಪದಕ ವಿಜೇತರ ಪಟ್ಟಿಯನ್ನು ಕಾಲೇಜು ಪ್ರಕಟಿಸಿದೆ.: [542, 379, 658, 525]
mall-headline-line1: 'ಮಾಲ್ ಆಫ್ ಮೈಸೂರು' ನಾಳೆಯಿಂದ: [707, 639, 849, 653]
jayadeva-body-col1: ಮೈಸೂರು, ಜು.1- ಇತ್ತೀಚೆಗೆ ಹೃದಯಾಘಾತ ಪ್ರಕರಣಗಳು ಹೆಚ್ಚಾಗುತ್ತಿರುವ ಹಿನ್ನೆಲೆಯಲ್ಲಿ ಕಾರಣ ಪತ್ತೆ ಹಚ್ಚಲು ಅಧ್ಯಯನ ನಡೆಸಲು ಸರ್ಕಾರ ತೀರ್ಮಾನಿಸಿದ್ದು, ಜು.5ರಂದು ಮೈಸೂರಿನ ಜಯದೇವ ಆಸ್ಪತ್ರೆಯಲ್ಲಿ ತಜ್ಞರ ಸಭೆ ನಡೆಯಲಿದೆ. ಹಾಸನ ಜಿಲ್ಲೆಯಲ್ಲಿ ಒಂದೇ ತಿಂಗಳಲ್ಲಿ ಹಲವು ಯುವಕರು ಹೃದಯಾಘಾತದಿಂದ ಮೃತಪಟ್ಟ ಘಟನೆ ಆತಂಕ ಮೂಡಿಸಿದೆ. ಈ ಕುರಿತು ಸಮಗ್ರ ಅಧ್ಯಯನ ನಡೆಸಿ ವರದಿ ಸಲ್ಲಿಸುವಂತೆ ಆರೋಗ್ಯ ಇಲಾಖೆ ಸೂಚಿಸಿದೆ.: [298, 1069, 410, 1229]
chamundeshwari-caption: ಚಿತ್ರ ಶಿವಣ್ಣ ಪ್ರೀತಿ ಹಾಗೂ ಗೀತಾ ದಂಪತಿ ಮಂಗಳವಾರ ರಾತ್ರಿ ಮೈಸೂರಿನ ಚಾಮುಂಡಿಬೆಟ್ಟಕ್ಕೆ ಆಗಮಿಸಿ, ದೇವಿಯ ದರ್ಶನ ಪಡೆದರು.: [658, 928, 887, 947]
page-number-badge: 9: [75, 46, 103, 74]
section-title: ಮೈಸೂರು ನಗರ: [111, 49, 198, 69]
